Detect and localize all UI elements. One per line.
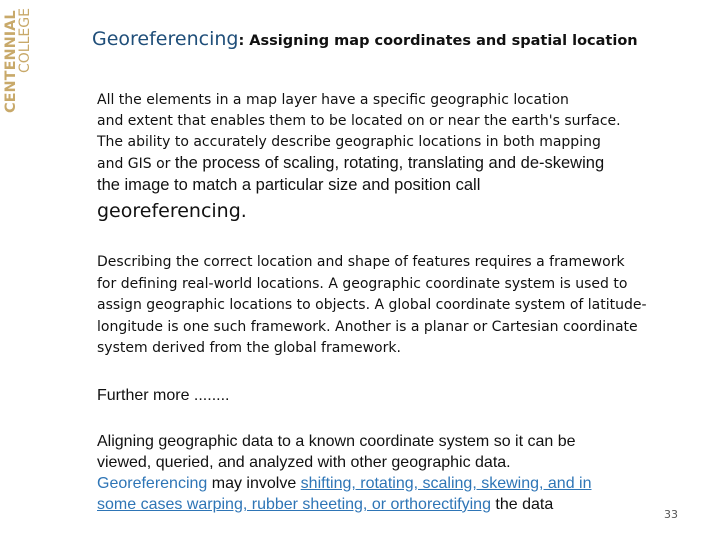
- centennial-college-logo: [0, 0, 34, 120]
- slide-title: [92, 28, 638, 50]
- aligning-line-2: viewed, queried, and analyzed with other geographic data.: [97, 454, 511, 471]
- aligning-line-3: [97, 473, 687, 494]
- logo-line-centennial: CENTENNIAL: [3, 10, 19, 113]
- intro-line-1: All the elements in a map layer have a specific geographic location: [97, 92, 569, 108]
- framework-line: assign geographic locations to objects. A global coordinate system of latitude-: [97, 297, 647, 313]
- aligning-line-3b: may involve: [207, 475, 301, 492]
- title-sub: : Assigning map coordinates and spatial location: [238, 33, 638, 49]
- intro-line-3: The ability to accurately describe geographic locations in both mapping: [97, 134, 601, 150]
- operations-link-2[interactable]: some cases warping, rubber sheeting, or orthorectifying: [97, 496, 491, 513]
- intro-line-5: the image to match a particular size and position call: [97, 176, 481, 194]
- aligning-line-4b: the data: [490, 496, 554, 513]
- further-more: Further more ........: [97, 387, 230, 404]
- georeferencing-term: Georeferencing: [97, 475, 208, 492]
- aligning-line-4: [97, 494, 687, 515]
- framework-line: system derived from the global framework.: [97, 340, 401, 356]
- framework-line: for defining real-world locations. A geographic coordinate system is used to: [97, 275, 628, 292]
- paragraph-intro: [97, 90, 677, 226]
- intro-line-4b: the process of scaling, rotating, translating and de-skewing: [174, 154, 605, 172]
- framework-line: Describing the correct location and shape of features requires a framework: [97, 254, 625, 270]
- framework-line: longitude is one such framework. Another is a planar or Cartesian coordinate: [97, 318, 638, 335]
- intro-line-4a: and GIS or: [97, 156, 175, 172]
- page-number: 33: [664, 508, 678, 521]
- operations-link-1[interactable]: shifting, rotating, scaling, skewing, and in: [300, 475, 592, 492]
- intro-line-4: [97, 153, 677, 175]
- aligning-line-1: Aligning geographic data to a known coordinate system so it can be: [97, 433, 576, 450]
- title-main: Georeferencing: [92, 28, 239, 50]
- paragraph-framework: [97, 252, 677, 360]
- intro-line-2: and extent that enables them to be located on or near the earth's surface.: [97, 113, 621, 129]
- logo-line-college: COLLEGE: [17, 8, 33, 73]
- paragraph-aligning: [97, 431, 687, 515]
- intro-line-6: georeferencing.: [97, 200, 247, 222]
